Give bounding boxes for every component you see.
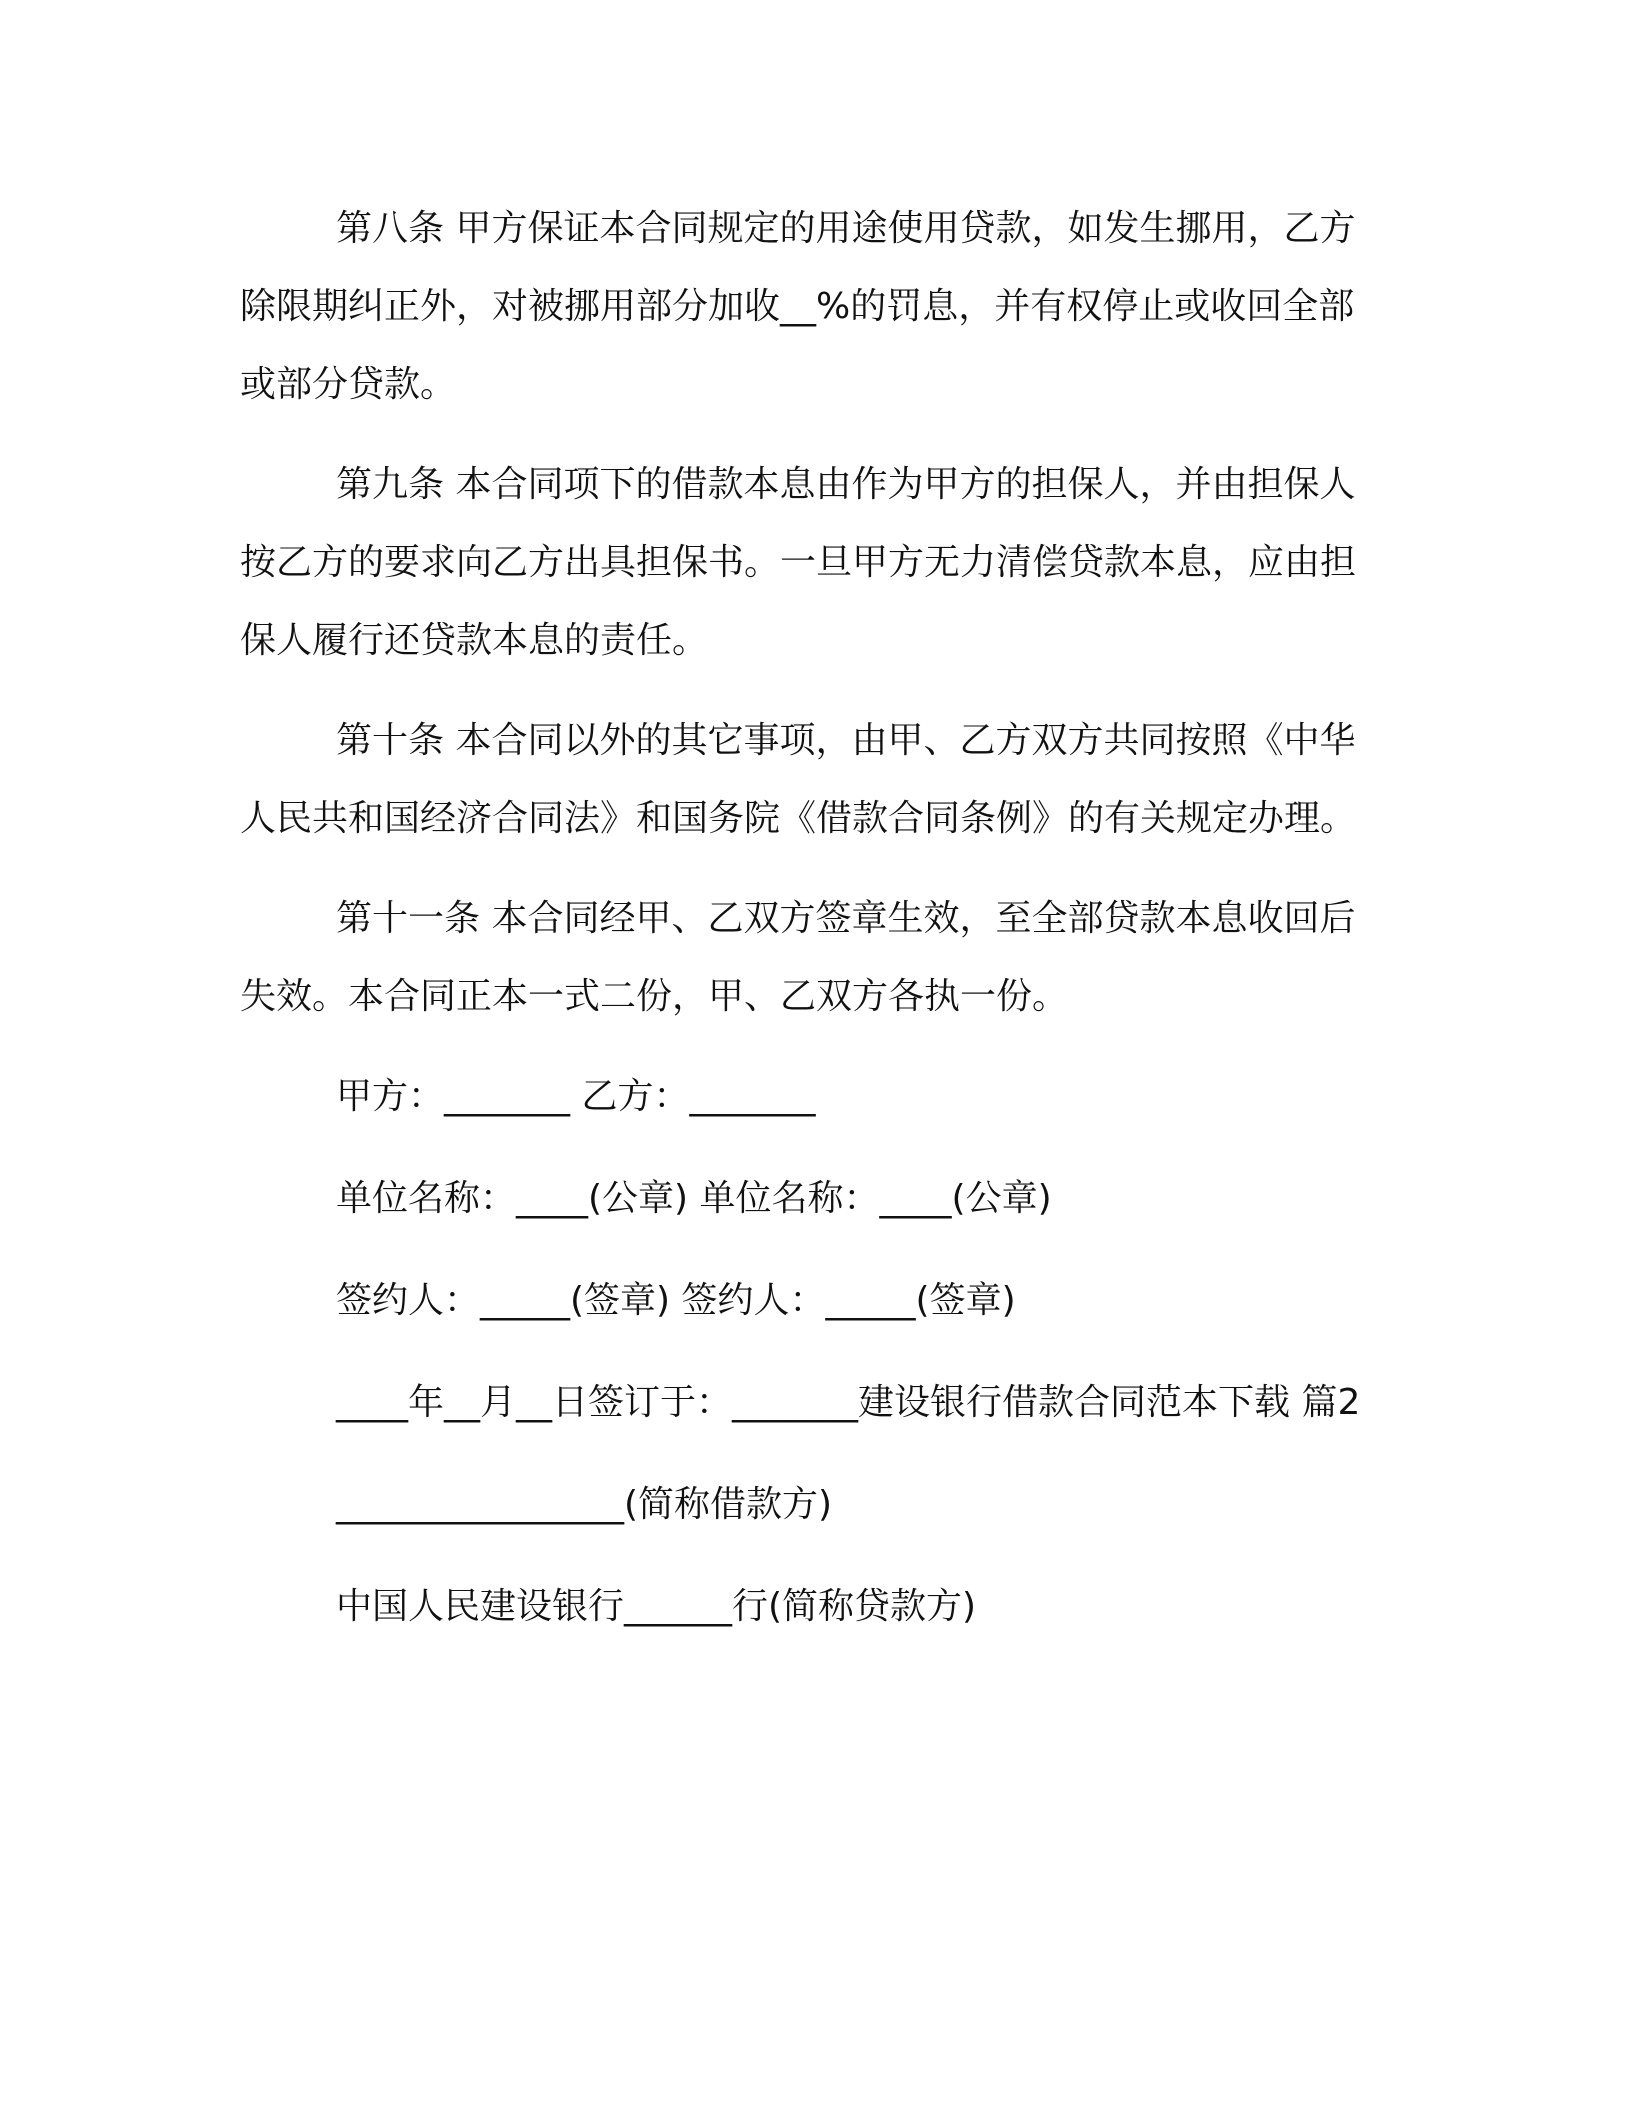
document-body xyxy=(240,190,1380,1670)
clause-11: 第十一条 本合同经甲、乙双方签章生效，至全部贷款本息收回后失效。本合同正本一式二份，甲、乙双方各执一份。 xyxy=(240,898,1356,1017)
lender-line: 中国人民建设银行______行(简称贷款方) xyxy=(336,1586,977,1627)
signature-units: 单位名称：____(公章) 单位名称：____(公章) xyxy=(336,1178,1052,1219)
clause-10: 第十条 本合同以外的其它事项，由甲、乙方双方共同按照《中华人民共和国经济合同法》和国务院《借款合同条例》的有关规定办理。 xyxy=(240,720,1357,839)
clause-8: 第八条 甲方保证本合同规定的用途使用贷款，如发生挪用，乙方除限期纠正外，对被挪用部分加收__%的罚息，并有权停止或收回全部或部分贷款。 xyxy=(240,208,1356,405)
signing-date-and-next-title: ____年__月__日签订于：_______建设银行借款合同范本下载 篇2 xyxy=(336,1382,1361,1423)
signature-parties: 甲方：_______ 乙方：_______ xyxy=(336,1076,816,1117)
clause-9: 第九条 本合同项下的借款本息由作为甲方的担保人，并由担保人按乙方的要求向乙方出具担保书。一旦甲方无力清偿贷款本息，应由担保人履行还贷款本息的责任。 xyxy=(240,464,1357,661)
borrower-line: ________________(简称借款方) xyxy=(336,1484,833,1525)
signature-signers: 签约人：_____(签章) 签约人：_____(签章) xyxy=(336,1280,1016,1321)
